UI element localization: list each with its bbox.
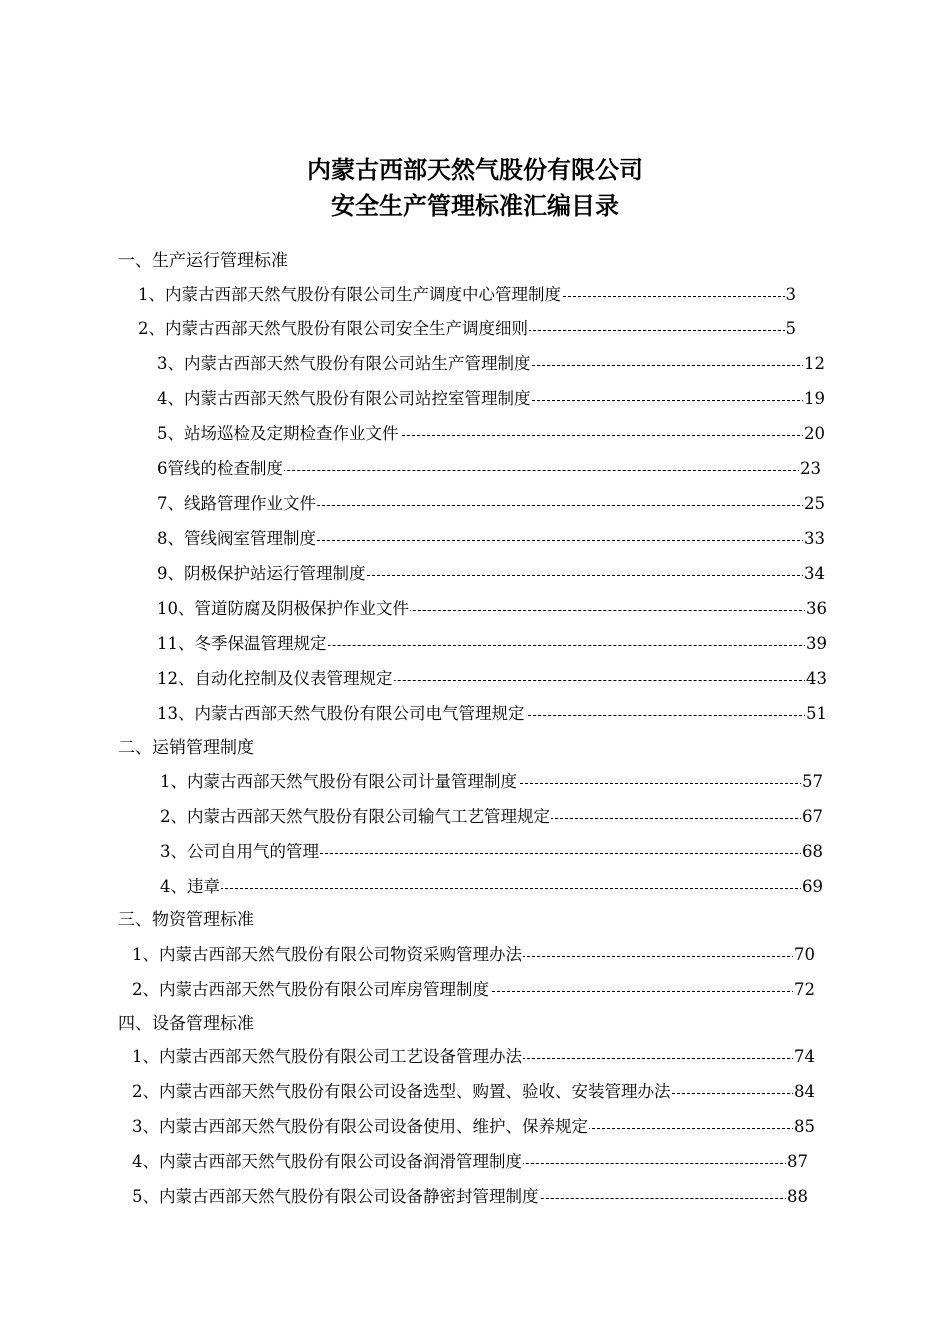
- toc-entry-page: 36: [805, 597, 827, 621]
- toc-entry[interactable]: [157, 562, 825, 586]
- toc-entry[interactable]: [157, 352, 825, 376]
- toc-entry[interactable]: [132, 1080, 815, 1104]
- toc-entry-label: 4、内蒙古西部天然气股份有限公司设备润滑管理制度: [132, 1150, 523, 1174]
- dot-leader: [160, 888, 823, 889]
- toc-entry-label: 6管线的检查制度: [157, 457, 284, 481]
- toc-entry-label: 2、内蒙古西部天然气股份有限公司输气工艺管理规定: [160, 805, 551, 829]
- toc-entry-label: 10、管道防腐及阴极保护作业文件: [157, 597, 410, 621]
- toc-entry-label: 8、管线阀室管理制度: [157, 527, 317, 551]
- toc-entry[interactable]: [157, 667, 827, 691]
- toc-entry-page: 33: [803, 527, 825, 551]
- toc-entry-page: 84: [793, 1080, 815, 1104]
- toc-entry[interactable]: [160, 805, 823, 829]
- toc-entry-page: 57: [801, 770, 823, 794]
- toc-entry[interactable]: [132, 1045, 815, 1069]
- toc-entry[interactable]: [138, 283, 796, 307]
- toc-entry-page: 34: [803, 562, 825, 586]
- toc-entry-page: 43: [805, 667, 827, 691]
- toc-entry-label: 1、内蒙古西部天然气股份有限公司物资采购管理办法: [132, 943, 523, 967]
- toc-entry-label: 12、自动化控制及仪表管理规定: [157, 667, 394, 691]
- toc-entry-label: 2、内蒙古西部天然气股份有限公司库房管理制度: [132, 978, 490, 1002]
- section-heading-sales: 二、运销管理制度: [118, 738, 254, 758]
- toc-entry-page: 88: [786, 1185, 808, 1209]
- toc-entry[interactable]: [157, 632, 827, 656]
- toc-entry-label: 5、内蒙古西部天然气股份有限公司设备静密封管理制度: [132, 1185, 540, 1209]
- toc-entry-page: 85: [793, 1115, 815, 1139]
- toc-entry[interactable]: [160, 770, 823, 794]
- toc-entry-page: 74: [793, 1045, 815, 1069]
- toc-entry-page: 67: [801, 805, 823, 829]
- toc-entry[interactable]: [160, 875, 823, 899]
- section-heading-materials: 三、物资管理标准: [118, 910, 254, 930]
- toc-entry-page: 12: [803, 352, 825, 376]
- toc-entry-page: 3: [785, 283, 797, 307]
- section-heading-production: 一、生产运行管理标准: [118, 251, 288, 271]
- toc-entry[interactable]: [157, 387, 825, 411]
- toc-entry-page: 70: [793, 943, 815, 967]
- toc-entry[interactable]: [157, 527, 825, 551]
- toc-entry-page: 39: [805, 632, 827, 656]
- toc-entry-page: 5: [785, 317, 797, 341]
- toc-entry-label: 13、内蒙古西部天然气股份有限公司电气管理规定: [157, 702, 526, 726]
- toc-entry[interactable]: [157, 492, 825, 516]
- toc-entry[interactable]: [157, 457, 821, 481]
- toc-entry[interactable]: [138, 317, 796, 341]
- toc-entry-label: 1、内蒙古西部天然气股份有限公司计量管理制度: [160, 770, 518, 794]
- toc-entry-label: 2、内蒙古西部天然气股份有限公司设备选型、购置、验收、安装管理办法: [132, 1080, 672, 1104]
- toc-entry-label: 2、内蒙古西部天然气股份有限公司安全生产调度细则: [138, 317, 529, 341]
- toc-entry-page: 25: [803, 492, 825, 516]
- toc-entry-page: 68: [801, 840, 823, 864]
- toc-entry-page: 23: [799, 457, 821, 481]
- toc-entry[interactable]: [132, 978, 815, 1002]
- document-title-line-1: 内蒙古西部天然气股份有限公司: [307, 156, 643, 184]
- toc-entry-label: 9、阴极保护站运行管理制度: [157, 562, 367, 586]
- toc-entry-page: 51: [805, 702, 827, 726]
- toc-entry[interactable]: [132, 1115, 815, 1139]
- toc-entry-page: 19: [803, 387, 825, 411]
- toc-entry-label: 11、冬季保温管理规定: [157, 632, 328, 656]
- toc-entry-label: 3、内蒙古西部天然气股份有限公司站生产管理制度: [157, 352, 532, 376]
- toc-entry-label: 3、内蒙古西部天然气股份有限公司设备使用、维护、保养规定: [132, 1115, 589, 1139]
- toc-entry-label: 3、公司自用气的管理: [160, 840, 320, 864]
- toc-entry-label: 7、线路管理作业文件: [157, 492, 317, 516]
- toc-entry[interactable]: [132, 1185, 808, 1209]
- toc-entry[interactable]: [157, 422, 825, 446]
- toc-entry-label: 1、内蒙古西部天然气股份有限公司工艺设备管理办法: [132, 1045, 523, 1069]
- toc-entry[interactable]: [132, 1150, 808, 1174]
- toc-entry-label: 4、内蒙古西部天然气股份有限公司站控室管理制度: [157, 387, 532, 411]
- toc-entry-page: 87: [786, 1150, 808, 1174]
- toc-entry[interactable]: [157, 702, 827, 726]
- toc-entry-label: 1、内蒙古西部天然气股份有限公司生产调度中心管理制度: [138, 283, 562, 307]
- toc-entry-label: 5、站场巡检及定期检查作业文件: [157, 422, 400, 446]
- toc-entry-label: 4、违章: [160, 875, 221, 899]
- document-title-line-2: 安全生产管理标准汇编目录: [331, 192, 619, 220]
- toc-entry[interactable]: [132, 943, 815, 967]
- toc-entry-page: 72: [793, 978, 815, 1002]
- toc-entry-page: 20: [803, 422, 825, 446]
- toc-entry-page: 69: [801, 875, 823, 899]
- toc-entry[interactable]: [160, 840, 823, 864]
- section-heading-equipment: 四、设备管理标准: [118, 1014, 254, 1034]
- toc-entry[interactable]: [157, 597, 827, 621]
